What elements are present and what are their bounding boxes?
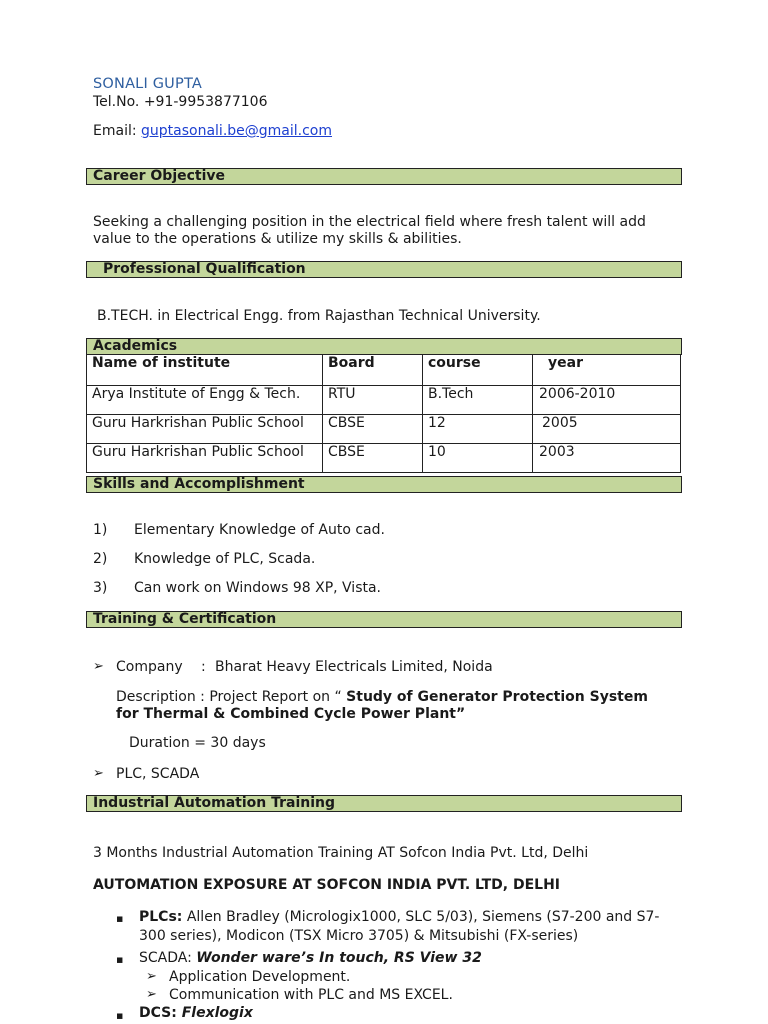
table-header-row bbox=[87, 355, 681, 385]
candidate-name: SONALI GUPTA bbox=[93, 76, 202, 92]
plc-label: PLCs: bbox=[139, 909, 183, 925]
table-cell: CBSE bbox=[323, 414, 423, 443]
scada-value: Wonder ware’s In touch, RS View 32 bbox=[196, 950, 482, 966]
section-title: Training & Certification bbox=[93, 611, 277, 627]
header-cell: course bbox=[423, 355, 533, 385]
table-cell: B.Tech bbox=[423, 385, 533, 414]
table-cell: 2005 bbox=[533, 414, 681, 443]
skill-item: Elementary Knowledge of Auto cad. bbox=[134, 522, 385, 538]
email-label: Email: bbox=[93, 123, 142, 139]
arrow-bullet-icon: ➢ bbox=[93, 659, 104, 674]
project-title: Study of Generator Protection System bbox=[346, 689, 648, 705]
company-name: Bharat Heavy Electricals Limited, Noida bbox=[215, 659, 493, 675]
automation-subheading: AUTOMATION EXPOSURE AT SOFCON INDIA PVT. LTD, DELHI bbox=[93, 877, 561, 893]
email-link[interactable]: guptasonali.be@gmail.com bbox=[141, 123, 333, 139]
description-line-2 bbox=[116, 706, 465, 722]
training-duration: Duration = 30 days bbox=[129, 735, 266, 751]
table-cell: RTU bbox=[323, 385, 423, 414]
dcs-value: Flexlogix bbox=[181, 1005, 253, 1021]
scada-sub-item: Communication with PLC and MS EXCEL. bbox=[169, 987, 453, 1003]
dcs-line bbox=[139, 1005, 253, 1021]
plc-line-1 bbox=[139, 909, 659, 925]
section-title: Industrial Automation Training bbox=[93, 795, 336, 811]
table-cell: Arya Institute of Engg & Tech. bbox=[87, 385, 323, 414]
scada-line bbox=[139, 950, 482, 966]
plc-line-2: 300 series), Modicon (TSX Micro 3705) & Mitsubishi (FX-series) bbox=[139, 928, 579, 944]
section-title: Skills and Accomplishment bbox=[93, 476, 305, 492]
skills-heading bbox=[86, 476, 682, 493]
qualification-text: B.TECH. in Electrical Engg. from Rajasthan Technical University. bbox=[97, 308, 541, 324]
square-bullet-icon: ▪ bbox=[116, 1009, 124, 1022]
automation-heading bbox=[86, 795, 682, 812]
table-cell: 2006-2010 bbox=[533, 385, 681, 414]
list-number: 2) bbox=[93, 551, 108, 567]
email-line bbox=[93, 123, 332, 139]
list-number: 1) bbox=[93, 522, 108, 538]
header-cell: Board bbox=[323, 355, 423, 385]
plc-text: Allen Bradley (Micrologix1000, SLC 5/03), Siemens (S7-200 and S7- bbox=[182, 909, 660, 925]
section-title: Career Objective bbox=[93, 168, 226, 184]
dcs-label: DCS: bbox=[139, 1005, 182, 1021]
training-item: PLC, SCADA bbox=[116, 766, 200, 782]
list-number: 3) bbox=[93, 580, 108, 596]
academics-heading bbox=[86, 338, 682, 355]
table-row bbox=[87, 385, 681, 414]
table-cell: Guru Harkrishan Public School bbox=[87, 443, 323, 472]
description-line bbox=[116, 689, 648, 705]
training-heading bbox=[86, 611, 682, 628]
table-cell: 2003 bbox=[533, 443, 681, 472]
square-bullet-icon: ▪ bbox=[116, 953, 124, 966]
header-cell: Name of institute bbox=[87, 355, 323, 385]
square-bullet-icon: ▪ bbox=[116, 912, 124, 925]
table-row bbox=[87, 414, 681, 443]
academics-table bbox=[86, 355, 681, 473]
arrow-bullet-icon: ➢ bbox=[146, 987, 157, 1002]
skill-item: Knowledge of PLC, Scada. bbox=[134, 551, 316, 567]
skill-item: Can work on Windows 98 XP, Vista. bbox=[134, 580, 382, 596]
company-separator: : bbox=[201, 659, 206, 675]
scada-label: SCADA: bbox=[139, 950, 197, 966]
section-title: Professional Qualification bbox=[103, 261, 306, 277]
project-title-cont: for Thermal & Combined Cycle Power Plant” bbox=[116, 706, 466, 722]
description-label: Description : bbox=[116, 689, 205, 705]
professional-qualification-heading bbox=[86, 261, 682, 278]
career-objective-text: Seeking a challenging position in the electrical field where fresh talent will add value to the operations & utilize my skills & abilities. bbox=[93, 214, 646, 247]
arrow-bullet-icon: ➢ bbox=[93, 766, 104, 781]
career-objective-heading bbox=[86, 168, 682, 185]
table-cell: CBSE bbox=[323, 443, 423, 472]
company-label: Company bbox=[116, 659, 183, 675]
section-title: Academics bbox=[93, 338, 178, 354]
header-cell: year bbox=[533, 355, 681, 385]
automation-intro: 3 Months Industrial Automation Training AT Sofcon India Pvt. Ltd, Delhi bbox=[93, 845, 589, 861]
scada-sub-item: Application Development. bbox=[169, 969, 351, 985]
description-prefix: Project Report on “ bbox=[209, 689, 342, 705]
table-cell: Guru Harkrishan Public School bbox=[87, 414, 323, 443]
arrow-bullet-icon: ➢ bbox=[146, 969, 157, 984]
phone-number: Tel.No. +91-9953877106 bbox=[93, 94, 268, 110]
table-cell: 12 bbox=[423, 414, 533, 443]
table-row bbox=[87, 443, 681, 472]
table-cell: 10 bbox=[423, 443, 533, 472]
